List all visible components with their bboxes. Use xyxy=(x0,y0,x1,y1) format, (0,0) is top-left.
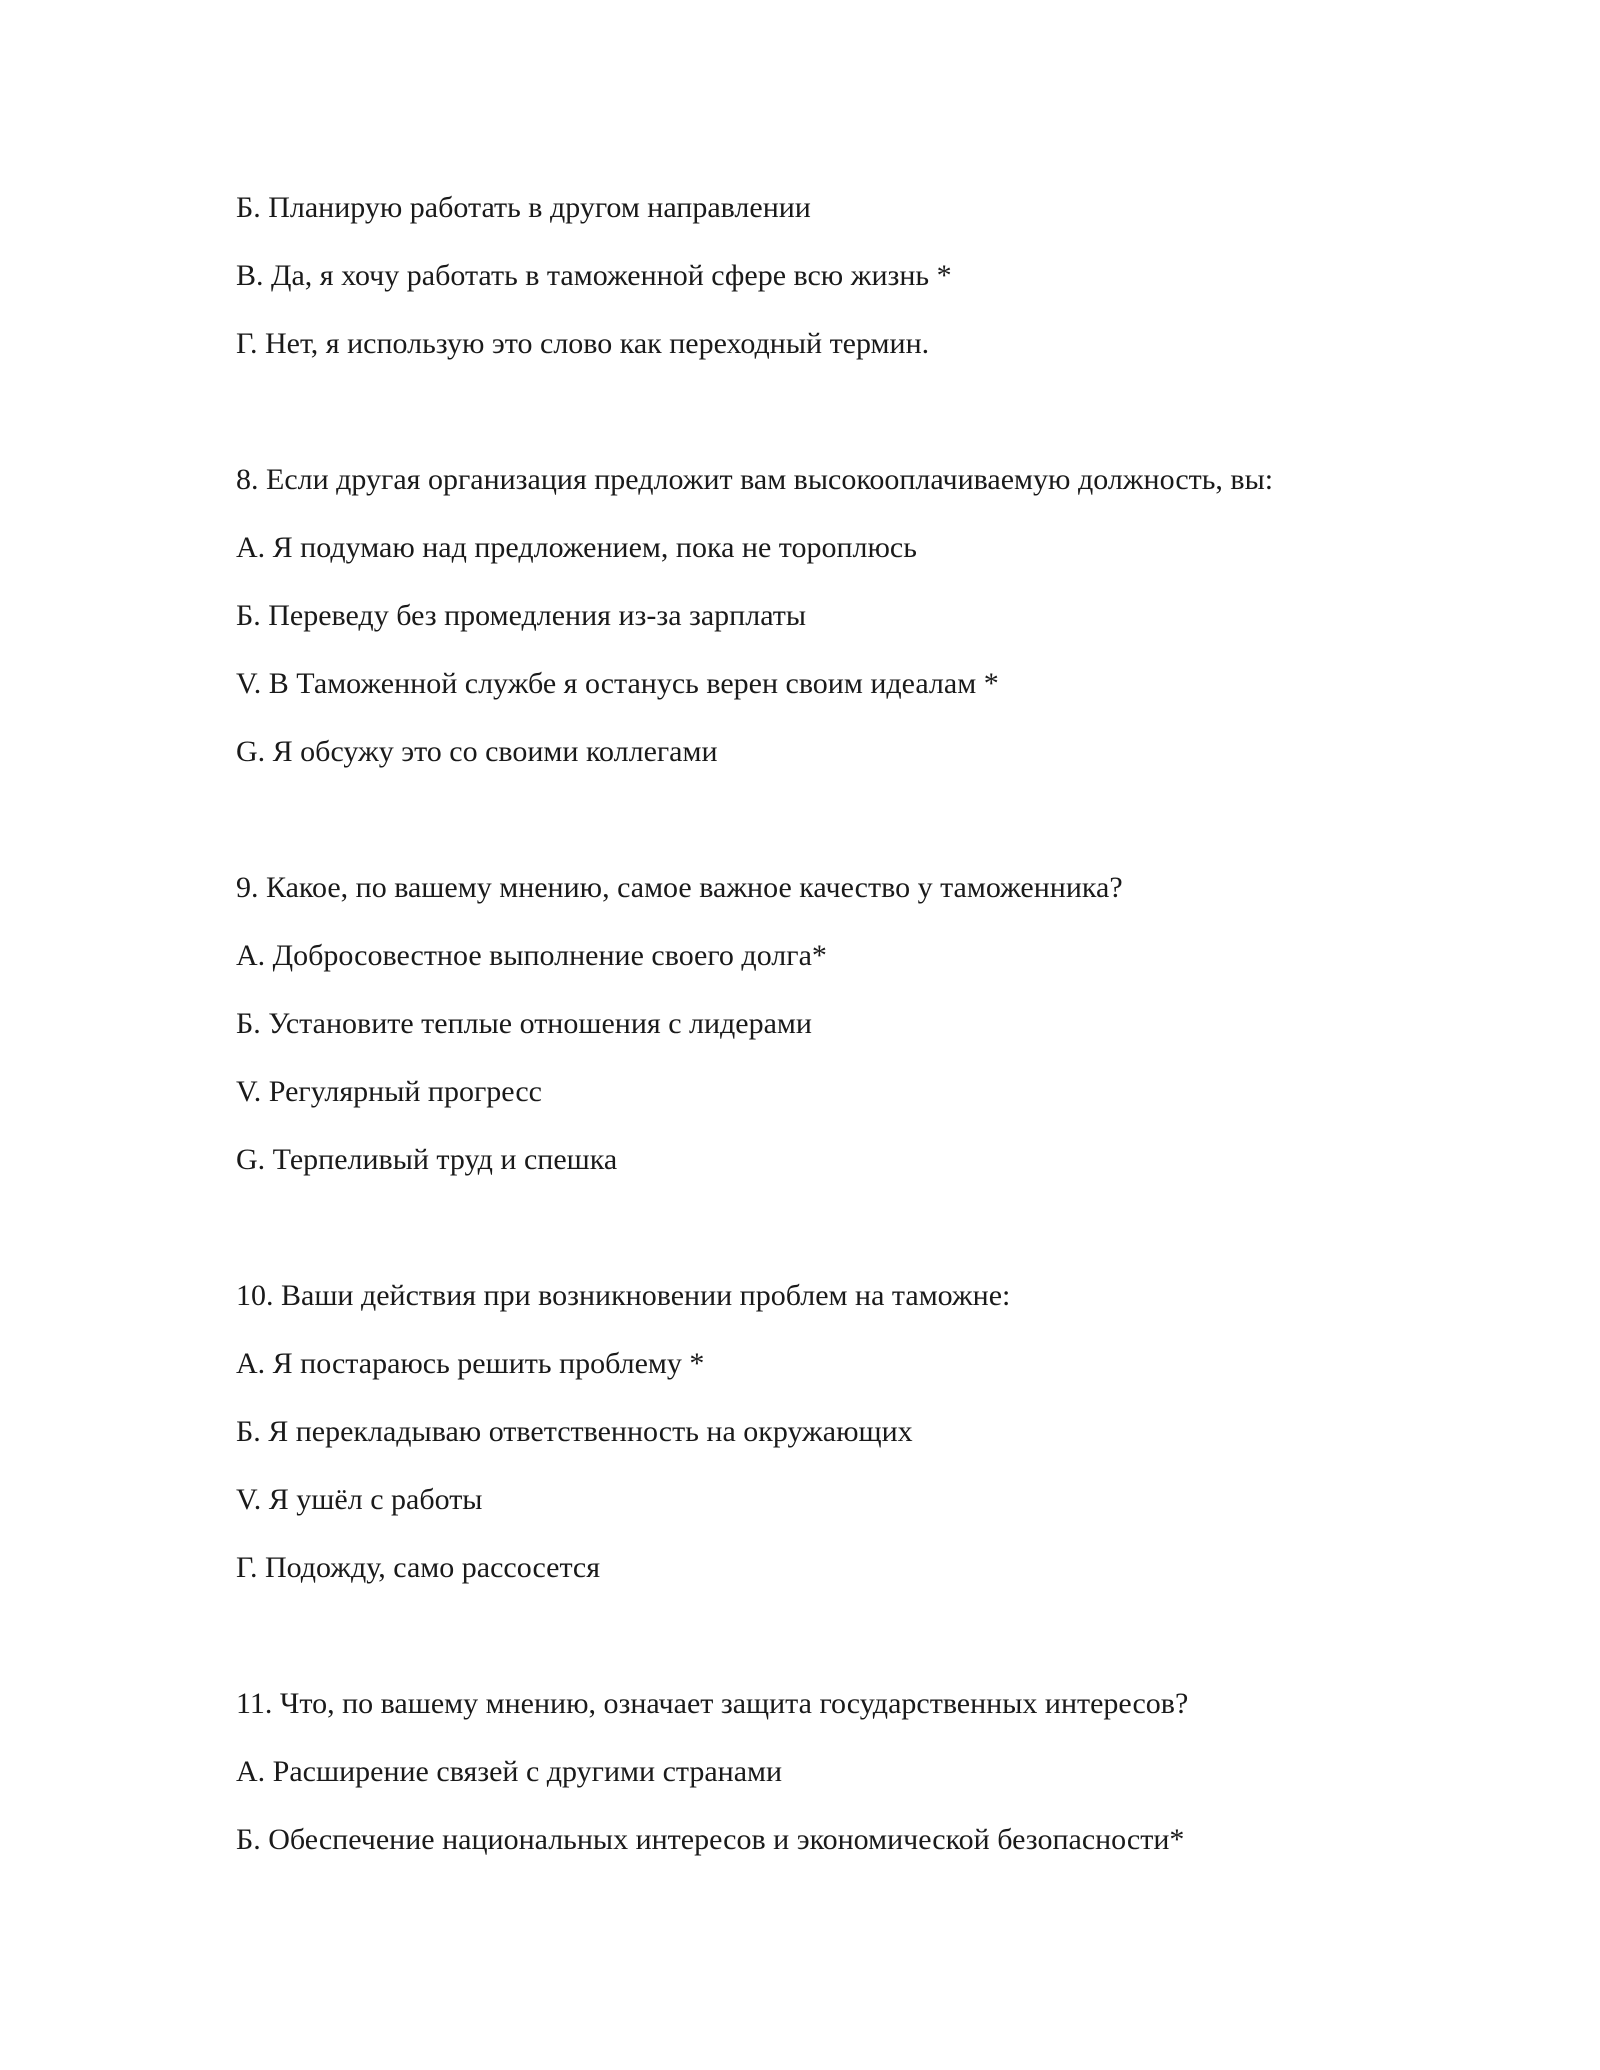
answer-option: V. Я ушёл с работы xyxy=(236,1483,483,1516)
answer-option: V. Регулярный прогресс xyxy=(236,1075,542,1108)
answer-option: Б. Планирую работать в другом направлении xyxy=(236,191,811,224)
answer-option: А. Я подумаю над предложением, пока не тороплюсь xyxy=(236,531,917,564)
answer-option: А. Добросовестное выполнение своего долга* xyxy=(236,939,827,972)
answer-option: Г. Подожду, само рассосется xyxy=(236,1551,601,1584)
answer-option: Г. Нет, я использую это слово как переходный термин. xyxy=(236,327,930,360)
answer-option: Б. Установите теплые отношения с лидерами xyxy=(236,1007,812,1040)
answer-option: Б. Обеспечение национальных интересов и экономической безопасности* xyxy=(236,1823,1185,1856)
question-text: 8. Если другая организация предложит вам высокооплачиваемую должность, вы: xyxy=(236,463,1274,496)
answer-option: Б. Переведу без промедления из-за зарплаты xyxy=(236,599,806,632)
answer-option: Б. Я перекладываю ответственность на окружающих xyxy=(236,1415,913,1448)
question-text: 10. Ваши действия при возникновении проблем на таможне: xyxy=(236,1279,1011,1312)
answer-option: G. Терпеливый труд и спешка xyxy=(236,1143,618,1176)
question-text: 9. Какое, по вашему мнению, самое важное качество у таможенника? xyxy=(236,871,1123,904)
answer-option: А. Я постараюсь решить проблему * xyxy=(236,1347,705,1380)
question-text: 11. Что, по вашему мнению, означает защита государственных интересов? xyxy=(236,1687,1189,1720)
answer-option: В. Да, я хочу работать в таможенной сфере всю жизнь * xyxy=(236,259,952,292)
answer-option: V. В Таможенной службе я останусь верен своим идеалам * xyxy=(236,667,999,700)
answer-option: А. Расширение связей с другими странами xyxy=(236,1755,783,1788)
answer-option: G. Я обсужу это со своими коллегами xyxy=(236,735,718,768)
